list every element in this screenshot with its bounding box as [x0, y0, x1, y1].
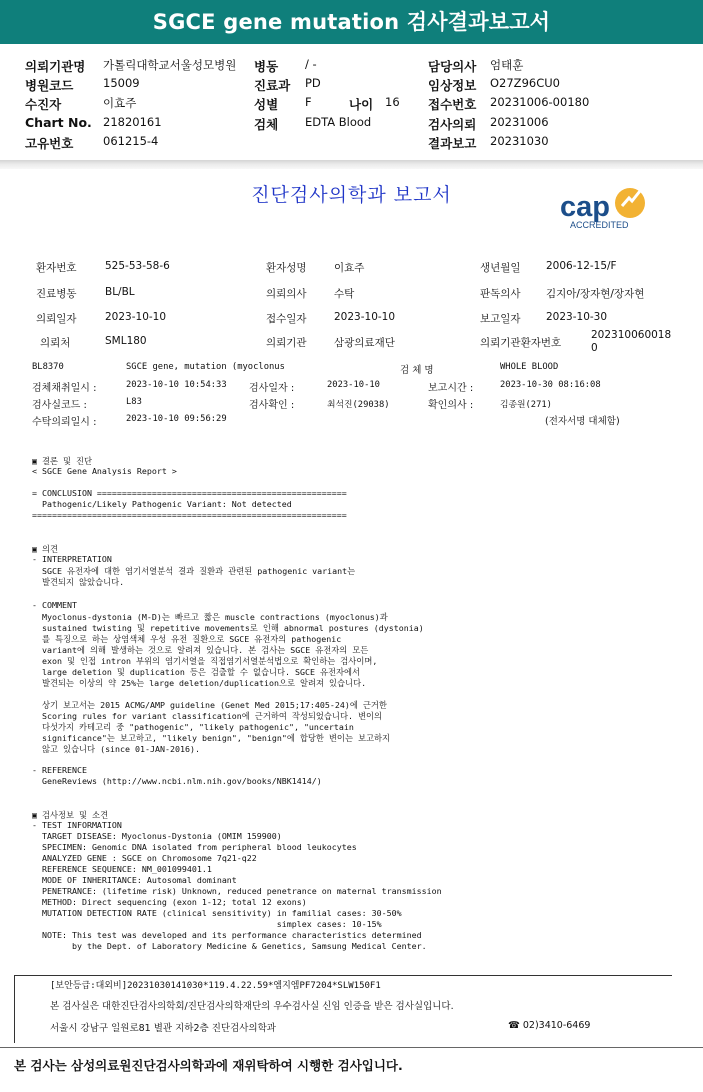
- body-line: Pathogenic/Likely Pathogenic Variant: Not detected: [32, 499, 292, 509]
- body-line: significance"는 보고하고, "likely benign", "benign"에 합당한 변이는 보고하지: [32, 733, 391, 743]
- cap-accredited-text: ACCREDITED: [570, 220, 629, 230]
- body-line: PENETRANCE: (lifetime risk) Unknown, reduced penetrance on maternal transmission: [32, 886, 442, 896]
- body-line: 상기 보고서는 2015 ACMG/AMP guideline (Genet Med 2015;17:405-24)에 근거한: [32, 700, 387, 710]
- cap-logo-text: cap: [560, 191, 610, 223]
- certification-line: 본 검사실은 대한진단검사의학회/진단검사의학재단의 우수검사실 신임 인증을 받은 검사실입니다.: [50, 1001, 454, 1012]
- cap-accredited-logo: [560, 186, 672, 232]
- patient-label: 보고일자: [480, 313, 521, 325]
- header-value: 20231030: [490, 134, 549, 148]
- body-line: METHOD: Direct sequencing (exon 1-12; total 12 exons): [32, 897, 307, 907]
- body-line: 발견되지 않았습니다.: [32, 577, 125, 587]
- header-label: 병동: [254, 59, 279, 74]
- patient-label: 판독의사: [480, 288, 521, 300]
- patient-value: 2023-10-10: [105, 311, 167, 323]
- collected-label: 검체채취일시 :: [32, 383, 97, 394]
- header-label: 임상정보: [428, 78, 477, 93]
- patient-label: 접수일자: [266, 313, 307, 325]
- header-label: 진료과: [254, 78, 291, 93]
- patient-value: 2023-10-30: [546, 311, 608, 323]
- patient-label: 의뢰기관: [266, 337, 307, 349]
- outsourcing-note: 본 검사는 삼성의료원진단검사의학과에 재위탁하여 시행한 검사입니다.: [14, 1058, 403, 1073]
- header-label: 검체: [254, 117, 279, 132]
- patient-value: SML180: [105, 335, 147, 347]
- section-divider: [0, 160, 703, 169]
- body-line: 를 특징으로 하는 상염색체 우성 유전 질환으로 SGCE 유전자의 pathogenic: [32, 634, 342, 644]
- test-code: BL8370: [32, 362, 64, 372]
- body-line: 다섯가지 카테고리 중 "pathogenic", "likely pathogenic", "uncertain: [32, 722, 354, 732]
- test-date-label: 검사일자 :: [249, 383, 295, 394]
- body-line: ===============================================================: [32, 510, 347, 520]
- header-value: O27Z96CU0: [490, 76, 560, 90]
- header-value: F: [305, 95, 312, 109]
- body-line: ▣ 검사정보 및 소견: [32, 810, 109, 820]
- body-line: SGCE 유전자에 대한 염기서열분석 결과 질환과 관련된 pathogenic variant는: [32, 566, 356, 576]
- room-label: 검사실코드 :: [32, 400, 87, 411]
- header-value: EDTA Blood: [305, 115, 372, 129]
- header-label: 성별: [254, 97, 279, 112]
- body-line: large deletion 및 duplication 등은 검출할 수 없습니다. SGCE 유전자에서: [32, 667, 361, 677]
- body-line: - REFERENCE: [32, 765, 87, 775]
- body-line: TARGET DISEASE: Myoclonus-Dystonia (OMIM 159900): [32, 831, 282, 841]
- report-time-value: 2023-10-30 08:16:08: [500, 380, 601, 390]
- patient-value: 이효주: [334, 262, 365, 274]
- patient-label: 생년월일: [480, 262, 521, 274]
- report-banner-title: SGCE gene mutation 검사결과보고서: [0, 0, 703, 44]
- patient-value: 2023-10-10: [334, 311, 396, 323]
- verify-label: 검사확인 :: [249, 400, 295, 411]
- body-line: sustained twisting 및 repetitive movements로 인해 abnormal postures (dystonia): [32, 623, 424, 633]
- body-line: < SGCE Gene Analysis Report >: [32, 466, 177, 476]
- body-line: ▣ 결론 및 진단: [32, 456, 93, 466]
- patient-label: 의뢰기관환자번호: [480, 337, 562, 349]
- bottom-divider: [0, 1047, 703, 1048]
- confirm-value: 김종원(271): [500, 400, 552, 410]
- patient-label: 의뢰일자: [36, 313, 77, 325]
- patient-label: 환자번호: [36, 262, 77, 274]
- body-line: 발견되는 이상의 약 25%는 large deletion/duplication으로 알려져 있습니다.: [32, 678, 367, 688]
- header-label: 검사의뢰: [428, 117, 477, 132]
- header-info: [0, 54, 703, 154]
- body-line: MUTATION DETECTION RATE (clinical sensitivity) in familial cases: 30-50%: [32, 908, 402, 918]
- patient-value: 525-53-58-6: [105, 260, 170, 272]
- patient-label: 진료병동: [36, 288, 77, 300]
- specimen-value: WHOLE BLOOD: [500, 362, 559, 372]
- body-line: ▣ 의견: [32, 544, 59, 554]
- phone-line: ☎ 02)3410-6469: [508, 1020, 591, 1031]
- room-value: L83: [126, 397, 142, 407]
- header-label: 의뢰기관명: [25, 59, 86, 74]
- body-line: = CONCLUSION ==================================================: [32, 488, 347, 498]
- header-label: 고유번호: [25, 136, 74, 151]
- body-line: SPECIMEN: Genomic DNA isolated from peripheral blood leukocytes: [32, 842, 357, 852]
- header-value: 20231006: [490, 115, 549, 129]
- footer-rule-left: [14, 975, 15, 1043]
- header-value: / -: [305, 57, 317, 71]
- esign-note: (전자서명 대체함): [545, 416, 620, 427]
- specimen-label: 검 체 명: [400, 365, 434, 376]
- patient-value: BL/BL: [105, 286, 135, 298]
- body-line: GeneReviews (http://www.ncbi.nlm.nih.gov/books/NBK1414/): [32, 776, 322, 786]
- test-name: SGCE gene, mutation (myoclonus: [126, 362, 285, 372]
- cap-logo-icon: [560, 186, 672, 232]
- header-value: 이효주: [103, 96, 137, 110]
- patient-value: 수탁: [334, 288, 355, 300]
- header-value: 가톨릭대학교서울성모병원: [103, 58, 237, 72]
- security-line: [보안등급:대외비]20231030141030*119.4.22.59*엠지엠PF7204*SLW150F1: [50, 981, 381, 991]
- body-line: ANALYZED GENE : SGCE on Chromosome 7q21-q22: [32, 853, 257, 863]
- body-line: exon 및 인접 intron 부위의 염기서열을 직접염기서열분석법으로 확인하는 검사이며,: [32, 656, 378, 666]
- header-label: 접수번호: [428, 97, 477, 112]
- received-value: 2023-10-10 09:56:29: [126, 414, 227, 424]
- header-label: Chart No.: [25, 115, 92, 130]
- body-line: simplex cases: 10-15%: [32, 919, 382, 929]
- verify-value: 최석진(29038): [327, 400, 390, 410]
- header-value: PD: [305, 76, 321, 90]
- header-value: 20231006-00180: [490, 95, 590, 109]
- header-value: 16: [385, 95, 400, 109]
- confirm-label: 확인의사 :: [428, 400, 474, 411]
- footer-rule: [14, 975, 672, 976]
- body-line: NOTE: This test was developed and its performance characteristics determined: [32, 930, 422, 940]
- body-line: Myoclonus-dystonia (M-D)는 빠르고 짧은 muscle contractions (myoclonus)과: [32, 612, 388, 622]
- patient-label: 환자성명: [266, 262, 307, 274]
- collected-value: 2023-10-10 10:54:33: [126, 380, 227, 390]
- report-time-label: 보고시간 :: [428, 383, 474, 394]
- body-line: - TEST INFORMATION: [32, 820, 122, 830]
- body-line: - COMMENT: [32, 600, 77, 610]
- header-label: 병원코드: [25, 78, 74, 93]
- body-line: 않고 있습니다 (since 01-JAN-2016).: [32, 744, 200, 754]
- patient-extra-id-line1: 202310060018: [591, 329, 672, 341]
- patient-extra-id-line2: 0: [591, 342, 598, 354]
- header-label: 나이: [349, 97, 374, 112]
- header-label: 담당의사: [428, 59, 477, 74]
- patient-value: 2006-12-15/F: [546, 260, 617, 272]
- patient-label: 의뢰처: [40, 337, 71, 349]
- patient-label: 의뢰의사: [266, 288, 307, 300]
- header-value: 061215-4: [103, 134, 159, 148]
- body-line: REFERENCE SEQUENCE: NM_001099401.1: [32, 864, 212, 874]
- body-line: - INTERPRETATION: [32, 554, 112, 564]
- received-label: 수탁의뢰일시 :: [32, 417, 97, 428]
- header-label: 결과보고: [428, 136, 477, 151]
- header-value: 엄태훈: [490, 58, 524, 72]
- header-label: 수진자: [25, 97, 62, 112]
- address-line: 서울시 강남구 일원로81 별관 지하2층 진단검사의학과: [50, 1023, 276, 1034]
- test-date-value: 2023-10-10: [327, 380, 380, 390]
- header-value: 21820161: [103, 115, 162, 129]
- patient-value: 김지아/장자현/장자현: [546, 288, 645, 300]
- report-title: 진단검사의학과 보고서: [251, 184, 452, 206]
- body-line: MODE OF INHERITANCE: Autosomal dominant: [32, 875, 237, 885]
- header-value: 15009: [103, 76, 140, 90]
- body-line: by the Dept. of Laboratory Medicine & Genetics, Samsung Medical Center.: [32, 941, 427, 951]
- body-line: Scoring rules for variant classification에 근거하여 작성되었습니다. 변이의: [32, 711, 382, 721]
- patient-value: 삼광의료재단: [334, 337, 395, 349]
- body-line: variant에 의해 발생하는 것으로 알려져 있습니다. 본 검사는 SGCE 유전자의 모든: [32, 645, 369, 655]
